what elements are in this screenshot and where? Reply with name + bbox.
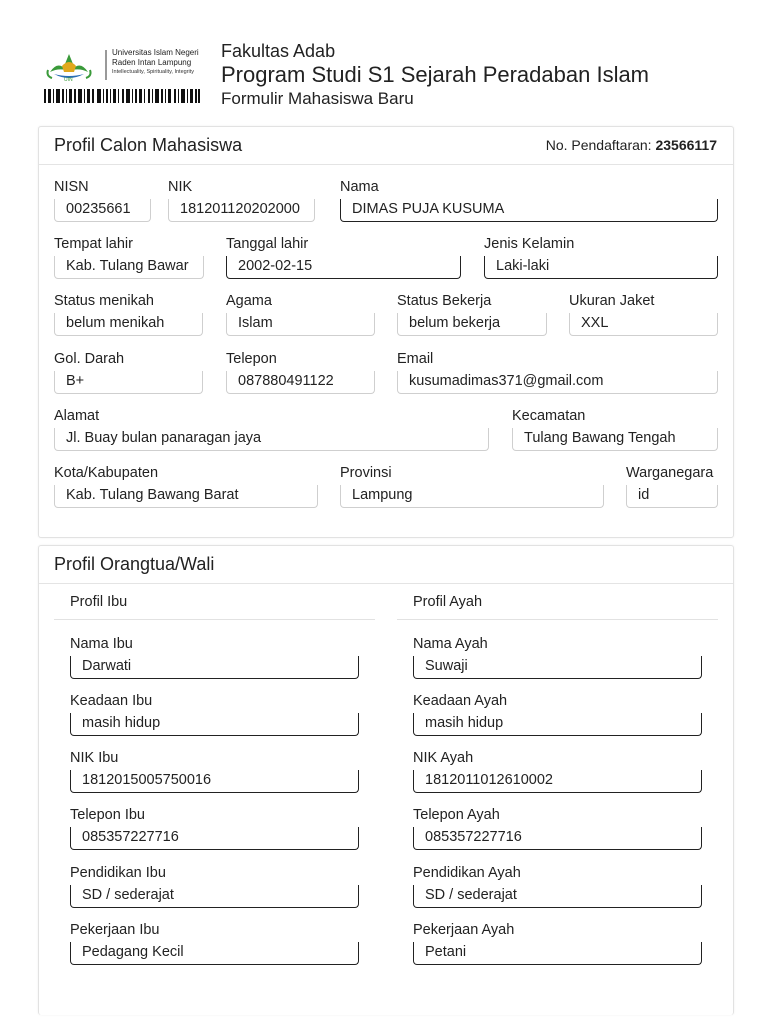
pendidikan-ayah-field[interactable]	[413, 865, 702, 908]
card-title: Profil Calon Mahasiswa	[54, 135, 243, 155]
nama-ibu-label: Nama Ibu	[70, 636, 133, 652]
alamat-label: Alamat	[54, 408, 100, 424]
nama-ayah-field[interactable]	[413, 636, 702, 679]
barcode	[44, 89, 200, 103]
keadaan-ibu-value[interactable]: masih hidup	[70, 713, 359, 736]
student-profile-card	[38, 126, 734, 538]
gol-darah-label: Gol. Darah	[54, 351, 125, 367]
nik-ibu-field[interactable]	[70, 750, 359, 793]
mother-heading: Profil Ibu	[70, 594, 128, 610]
registration-number: No. Pendaftaran: 23566117	[545, 137, 717, 153]
nik-ayah-field[interactable]	[413, 750, 702, 793]
nik-ayah-value[interactable]: 1812011012610002	[413, 770, 702, 793]
alamat-field[interactable]	[54, 408, 489, 451]
telepon-ayah-value[interactable]: 085357227716	[413, 827, 702, 850]
telepon-ayah-field[interactable]	[413, 807, 702, 850]
nik-field[interactable]	[168, 179, 315, 222]
provinsi-field[interactable]	[340, 465, 604, 508]
agama-value[interactable]: Islam	[226, 313, 375, 336]
status-menikah-field[interactable]	[54, 293, 203, 336]
warganegara-field[interactable]	[626, 465, 718, 508]
warganegara-value[interactable]: id	[626, 485, 718, 508]
mother-divider	[54, 619, 375, 620]
ukuran-jaket-label: Ukuran Jaket	[569, 293, 655, 309]
nisn-label: NISN	[54, 179, 89, 195]
pendidikan-ayah-value[interactable]: SD / sederajat	[413, 885, 702, 908]
tempat-lahir-value[interactable]: Kab. Tulang Bawar	[54, 256, 204, 279]
jenis-kelamin-label: Jenis Kelamin	[484, 236, 575, 252]
telepon-ibu-value[interactable]: 085357227716	[70, 827, 359, 850]
keadaan-ayah-label: Keadaan Ayah	[413, 693, 508, 709]
nisn-value[interactable]: 00235661	[54, 199, 151, 222]
pekerjaan-ayah-field[interactable]	[413, 922, 702, 965]
nik-label: NIK	[168, 179, 193, 195]
jenis-kelamin-field[interactable]	[484, 236, 718, 279]
pekerjaan-ibu-label: Pekerjaan Ibu	[70, 922, 160, 938]
provinsi-value[interactable]: Lampung	[340, 485, 604, 508]
nama-ayah-label: Nama Ayah	[413, 636, 488, 652]
nama-ibu-value[interactable]: Darwati	[70, 656, 359, 679]
telepon-ayah-label: Telepon Ayah	[413, 807, 500, 823]
parents-profile-card	[38, 545, 734, 1015]
nama-value[interactable]: DIMAS PUJA KUSUMA	[340, 199, 718, 222]
nik-value[interactable]: 181201120202000	[168, 199, 315, 222]
tanggal-lahir-field[interactable]	[226, 236, 461, 279]
pekerjaan-ayah-value[interactable]: Petani	[413, 942, 702, 965]
ukuran-jaket-field[interactable]	[569, 293, 718, 336]
father-heading: Profil Ayah	[413, 594, 483, 610]
nama-ibu-field[interactable]	[70, 636, 359, 679]
status-bekerja-value[interactable]: belum bekerja	[397, 313, 547, 336]
keadaan-ibu-label: Keadaan Ibu	[70, 693, 153, 709]
agama-label: Agama	[226, 293, 272, 309]
parents-profile-header	[39, 546, 733, 584]
nisn-field[interactable]	[54, 179, 151, 222]
kecamatan-field[interactable]	[512, 408, 718, 451]
pendidikan-ibu-label: Pendidikan Ibu	[70, 865, 166, 881]
kota-field[interactable]	[54, 465, 318, 508]
alamat-value[interactable]: Jl. Buay bulan panaragan jaya	[54, 428, 489, 451]
provinsi-label: Provinsi	[340, 465, 392, 481]
nama-field[interactable]	[340, 179, 718, 222]
father-divider	[397, 619, 718, 620]
email-value[interactable]: kusumadimas371@gmail.com	[397, 371, 718, 394]
page-header	[0, 0, 768, 118]
pekerjaan-ibu-field[interactable]	[70, 922, 359, 965]
kota-label: Kota/Kabupaten	[54, 465, 159, 481]
pendidikan-ibu-value[interactable]: SD / sederajat	[70, 885, 359, 908]
svg-text:UIN: UIN	[64, 77, 73, 83]
telepon-value[interactable]: 087880491122	[226, 371, 375, 394]
pekerjaan-ibu-value[interactable]: Pedagang Kecil	[70, 942, 359, 965]
tempat-lahir-field[interactable]	[54, 236, 204, 279]
telepon-field[interactable]	[226, 351, 375, 394]
card-title: Profil Orangtua/Wali	[54, 554, 215, 574]
status-bekerja-field[interactable]	[397, 293, 547, 336]
nik-ibu-label: NIK Ibu	[70, 750, 119, 766]
form-title: Formulir Mahasiswa Baru	[221, 89, 414, 108]
status-bekerja-label: Status Bekerja	[397, 293, 492, 309]
pendidikan-ibu-field[interactable]	[70, 865, 359, 908]
nama-label: Nama	[340, 179, 379, 195]
tanggal-lahir-label: Tanggal lahir	[226, 236, 309, 252]
nik-ibu-value[interactable]: 1812015005750016	[70, 770, 359, 793]
tempat-lahir-label: Tempat lahir	[54, 236, 133, 252]
agama-field[interactable]	[226, 293, 375, 336]
tanggal-lahir-value[interactable]: 2002-02-15	[226, 256, 461, 279]
faculty-name: Fakultas Adab	[221, 41, 336, 61]
kecamatan-label: Kecamatan	[512, 408, 586, 424]
logo-text: Universitas Islam Negeri Raden Intan Lampung Intellectuality, Spirituality, Integrity	[112, 48, 199, 75]
keadaan-ayah-value[interactable]: masih hidup	[413, 713, 702, 736]
telepon-ibu-label: Telepon Ibu	[70, 807, 145, 823]
jenis-kelamin-value[interactable]: Laki-laki	[484, 256, 718, 279]
gol-darah-field[interactable]	[54, 351, 203, 394]
student-profile-header	[39, 127, 733, 165]
kecamatan-value[interactable]: Tulang Bawang Tengah	[512, 428, 718, 451]
warganegara-label: Warganegara	[626, 465, 714, 481]
keadaan-ayah-field[interactable]	[413, 693, 702, 736]
keadaan-ibu-field[interactable]	[70, 693, 359, 736]
kota-value[interactable]: Kab. Tulang Bawang Barat	[54, 485, 318, 508]
status-menikah-label: Status menikah	[54, 293, 154, 309]
telepon-ibu-field[interactable]	[70, 807, 359, 850]
nama-ayah-value[interactable]: Suwaji	[413, 656, 702, 679]
email-label: Email	[397, 351, 434, 367]
email-field[interactable]	[397, 351, 718, 394]
telepon-label: Telepon	[226, 351, 277, 367]
pendidikan-ayah-label: Pendidikan Ayah	[413, 865, 521, 881]
nik-ayah-label: NIK Ayah	[413, 750, 474, 766]
status-menikah-value[interactable]: belum menikah	[54, 313, 203, 336]
program-name: Program Studi S1 Sejarah Peradaban Islam	[221, 62, 650, 87]
gol-darah-value[interactable]: B+	[54, 371, 203, 394]
pekerjaan-ayah-label: Pekerjaan Ayah	[413, 922, 515, 938]
ukuran-jaket-value[interactable]: XXL	[569, 313, 718, 336]
